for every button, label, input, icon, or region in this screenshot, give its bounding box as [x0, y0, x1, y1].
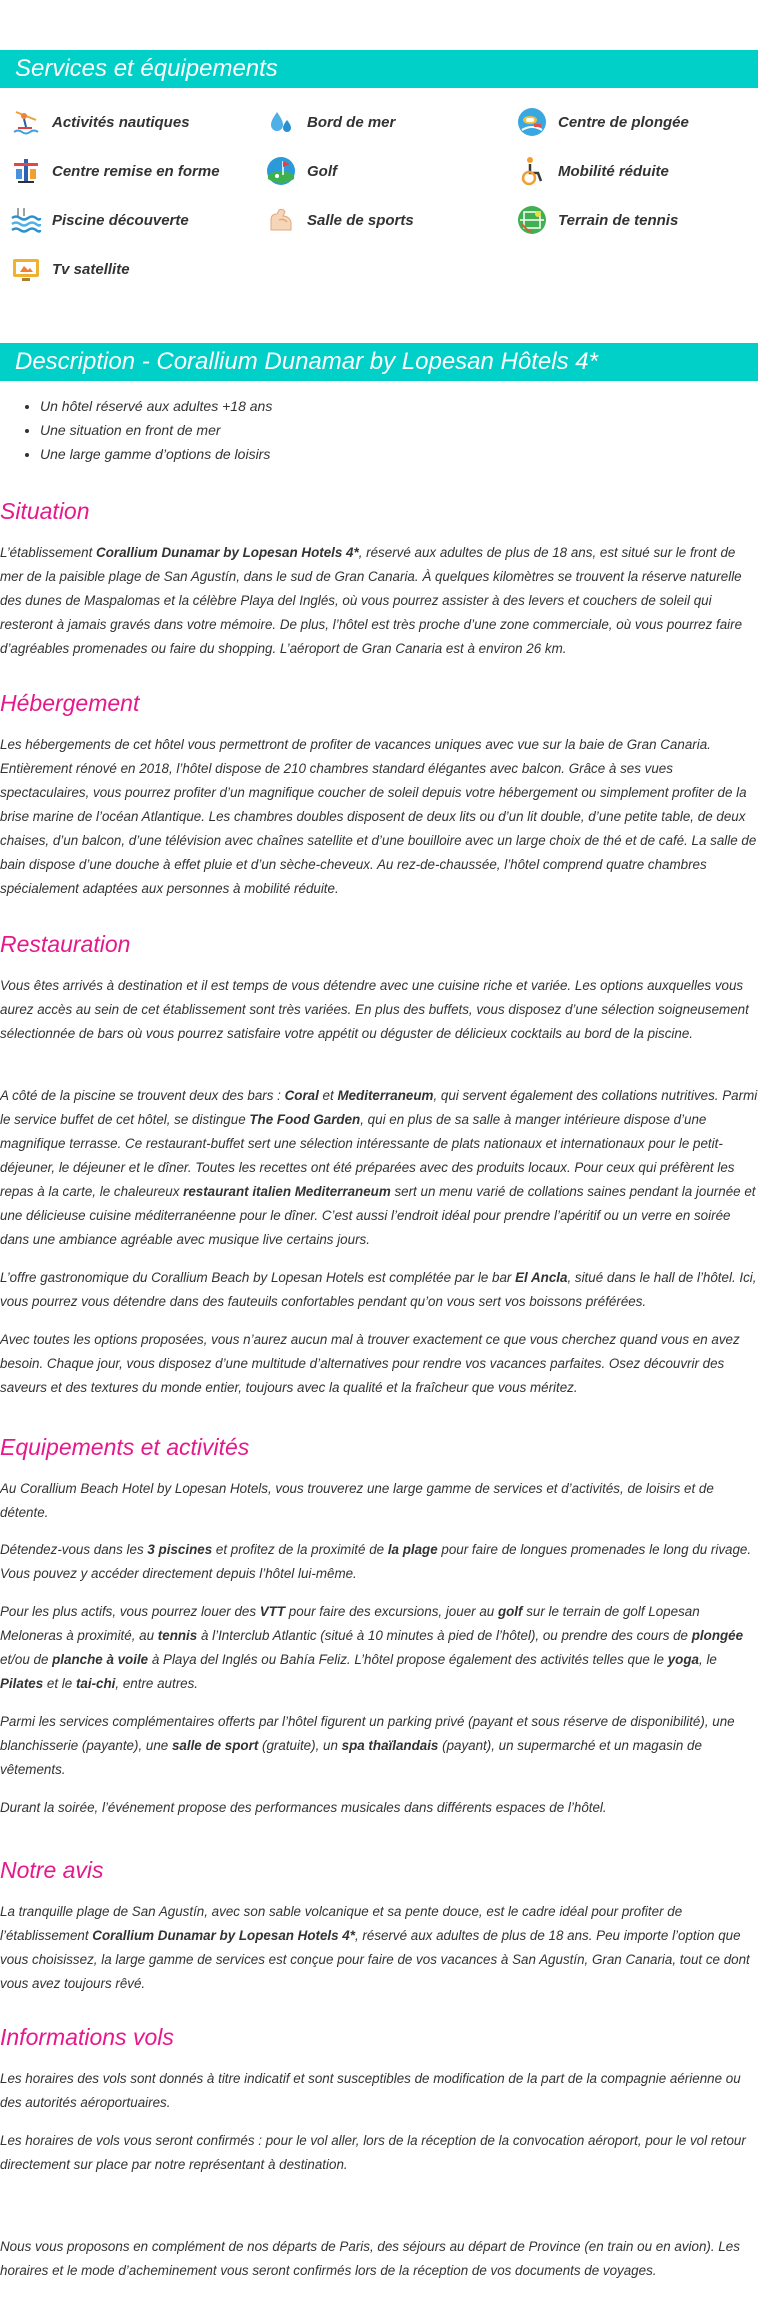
service-label: Centre de plongée — [558, 113, 689, 131]
service-label: Mobilité réduite — [558, 162, 669, 180]
service-label: Salle de sports — [307, 211, 414, 229]
list-item: • Une large gamme d’options de loisirs — [40, 442, 740, 466]
water-drops-icon — [265, 106, 297, 138]
fitness-icon — [10, 155, 42, 187]
section-title-avis: Notre avis — [0, 1857, 104, 1883]
wheelchair-icon — [516, 155, 548, 187]
paragraph: Avec toutes les options proposées, vous n’aurez aucun mal à trouver exactement ce que vous cherchez quand vous en avez besoin. Chaque jour, vous disposez d’une multitude d’alternatives pour rendre vos vacances parfaites. Osez découvrir des saveurs et des textures du monde entier, toujours avec la qualité et la fraîcheur que vous méritez. — [0, 1332, 740, 1395]
section-title-situation: Situation — [0, 498, 90, 524]
service-item — [506, 204, 678, 236]
golf-icon — [265, 155, 297, 187]
paragraph: A côté de la piscine se trouvent deux des bars : Coral et Mediterraneum, qui servent également des collations nutritives. Parmi le service buffet de cet hôtel, se distingue The Food Garden, qui en plus de sa salle à manger intérieure dispose d’une magnifique terrasse. Ce restaurant-buffet sert une sélection intéressante de plats nationaux et internationaux pour le petit-déjeuner, le déjeuner et le dîner. Toutes les recettes ont été préparées avec des produits locaux. Pour ceux qui préfèrent les repas à la carte, le chaleureux restaurant italien Mediterraneum sert un menu varié de collations saines pendant la journée et une délicieuse cuisine méditerranéenne pour le dîner. C’est aussi l’endroit idéal pour prendre l’apéritif ou un verre en soirée dans une ambiance agréable avec musique live certains jours. — [0, 1088, 758, 1247]
service-item — [0, 106, 190, 138]
service-label: Bord de mer — [307, 113, 396, 131]
service-item — [506, 106, 689, 138]
service-label: Activités nautiques — [52, 113, 190, 131]
features-list — [0, 394, 740, 466]
diving-icon — [516, 106, 548, 138]
section-title-vols: Informations vols — [0, 2024, 174, 2050]
service-label: Centre remise en forme — [52, 162, 220, 180]
section-title-equipements: Equipements et activités — [0, 1434, 250, 1460]
tv-icon — [10, 253, 42, 285]
paragraph: La tranquille plage de San Agustín, avec son sable volcanique et sa pente douce, est le cadre idéal pour profiter de l’établissement Corallium Dunamar by Lopesan Hotels 4*, réservé aux adultes de plus de 18 ans. Peu importe l’option que vous choisissez, la large gamme de services est conçue pour faire de vos vacances à San Agustín, Gran Canaria, tout ce dont vous avez toujours rêvé. — [0, 1904, 750, 1991]
services-title: Services et équipements — [0, 50, 758, 88]
service-item — [255, 106, 395, 138]
pool-icon — [10, 204, 42, 236]
paragraph: Vous êtes arrivés à destination et il est temps de vous détendre avec une cuisine riche et variée. Les options auxquelles vous aurez accès au sein de cet établissement sont très variées. En plus des buffets, vous disposez d’une sélection soigneusement sélectionnée de bars où vous pourrez satisfaire votre appétit ou déguster de délicieux cocktails au bord de la piscine. — [0, 978, 749, 1041]
service-item — [255, 155, 337, 187]
paragraph: L’établissement Corallium Dunamar by Lopesan Hotels 4*, réservé aux adultes de plus de 18 ans, est situé sur le front de mer de la paisible plage de San Agustín, dans le sud de Gran Canaria. À quelques kilomètres se trouvent la réserve naturelle des dunes de Maspalomas et la célèbre Playa del Inglés, où vous pourrez assister à des levers et couchers de soleil qui resteront à jamais gravés dans votre mémoire. De plus, l’hôtel est très proche d’une zone commerciale, où vous pourrez faire d’agréables promenades ou faire du shopping. L’aéroport de Gran Canaria est à environ 26 km. — [0, 545, 743, 656]
description-title: Description - Corallium Dunamar by Lopesan Hôtels 4* — [0, 343, 758, 381]
service-item — [255, 204, 414, 236]
service-item — [0, 155, 220, 187]
service-item — [0, 253, 130, 285]
paragraph: Les horaires des vols sont donnés à titre indicatif et sont susceptibles de modification de la part de la compagnie aérienne ou des autorités aéroportuaires. — [0, 2071, 741, 2110]
gym-arm-icon — [265, 204, 297, 236]
service-label: Golf — [307, 162, 337, 180]
paragraph: Les horaires de vols vous seront confirmés : pour le vol aller, lors de la réception de la convocation aéroport, pour le vol retour directement sur place par notre représentant à destination. — [0, 2133, 746, 2172]
service-label: Terrain de tennis — [558, 211, 679, 229]
paragraph: Au Corallium Beach Hotel by Lopesan Hotels, vous trouverez une large gamme de services et d’activités, de loisirs et de détente. — [0, 1481, 714, 1520]
paragraph: Durant la soirée, l’événement propose des performances musicales dans différents espaces de l’hôtel. — [0, 1800, 607, 1815]
section-title-restauration: Restauration — [0, 931, 131, 957]
service-label: Piscine découverte — [52, 211, 189, 229]
list-item: • Un hôtel réservé aux adultes +18 ans — [40, 394, 740, 418]
service-item — [0, 204, 189, 236]
paragraph: L’offre gastronomique du Corallium Beach by Lopesan Hotels est complétée par le bar El Ancla, situé dans le hall de l’hôtel. Ici, vous pourrez vous détendre dans des fauteuils confortables pendant qu’on vous sert vos boissons préférées. — [0, 1270, 757, 1309]
paragraph: Parmi les services complémentaires offerts par l’hôtel figurent un parking privé (payant et sous réserve de disponibilité), une blanchisserie (payante), une salle de sport (gratuite), un spa thaïlandais (payant), un supermarché et un magasin de vêtements. — [0, 1714, 735, 1777]
section-title-hebergement: Hébergement — [0, 690, 140, 716]
paragraph: Détendez-vous dans les 3 piscines et profitez de la proximité de la plage pour faire de longues promenades le long du rivage. Vous pouvez y accéder directement depuis l’hôtel lui-même. — [0, 1542, 752, 1581]
paragraph: Les hébergements de cet hôtel vous permettront de profiter de vacances uniques avec vue sur la baie de Gran Canaria. Entièrement rénové en 2018, l’hôtel dispose de 210 chambres standard élégantes avec balcon. Grâce à ses vues spectaculaires, vous pourrez profiter d’un magnifique coucher de soleil depuis votre hébergement ou simplement profiter de la brise marine de l’océan Atlantique. Les chambres doubles disposent de deux lits ou d’un lit double, d’une petite table, de deux chaises, d’un balcon, d’une télévision avec chaînes satellite et d’une bouilloire avec un large choix de thé et de café. La salle de bain dispose d’une douche à effet pluie et d’un sèche-cheveux. Au rez-de-chaussée, l’hôtel comprend quatre chambres spécialement adaptées aux personnes à mobilité réduite. — [0, 737, 757, 896]
service-label: Tv satellite — [52, 260, 130, 278]
paragraph: Nous vous proposons en complément de nos départs de Paris, des séjours au départ de Province (en train ou en avion). Les horaires et le mode d’acheminement vous seront confirmés lors de la réception de vos documents de voyages. — [0, 2239, 740, 2278]
paragraph: Pour les plus actifs, vous pourrez louer des VTT pour faire des excursions, jouer au golf sur le terrain de golf Lopesan Meloneras à proximité, au tennis à l’Interclub Atlantic (situé à 10 minutes à pied de l’hôtel), ou prendre des cours de plongée et/ou de planche à voile à Playa del Inglés ou Bahía Feliz. L’hôtel propose également des activités telles que le yoga, le Pilates et le tai-chi, entre autres. — [0, 1604, 744, 1691]
list-item: • Une situation en front de mer — [40, 418, 740, 442]
tennis-court-icon — [516, 204, 548, 236]
service-item — [506, 155, 669, 187]
water-sports-icon — [10, 106, 42, 138]
